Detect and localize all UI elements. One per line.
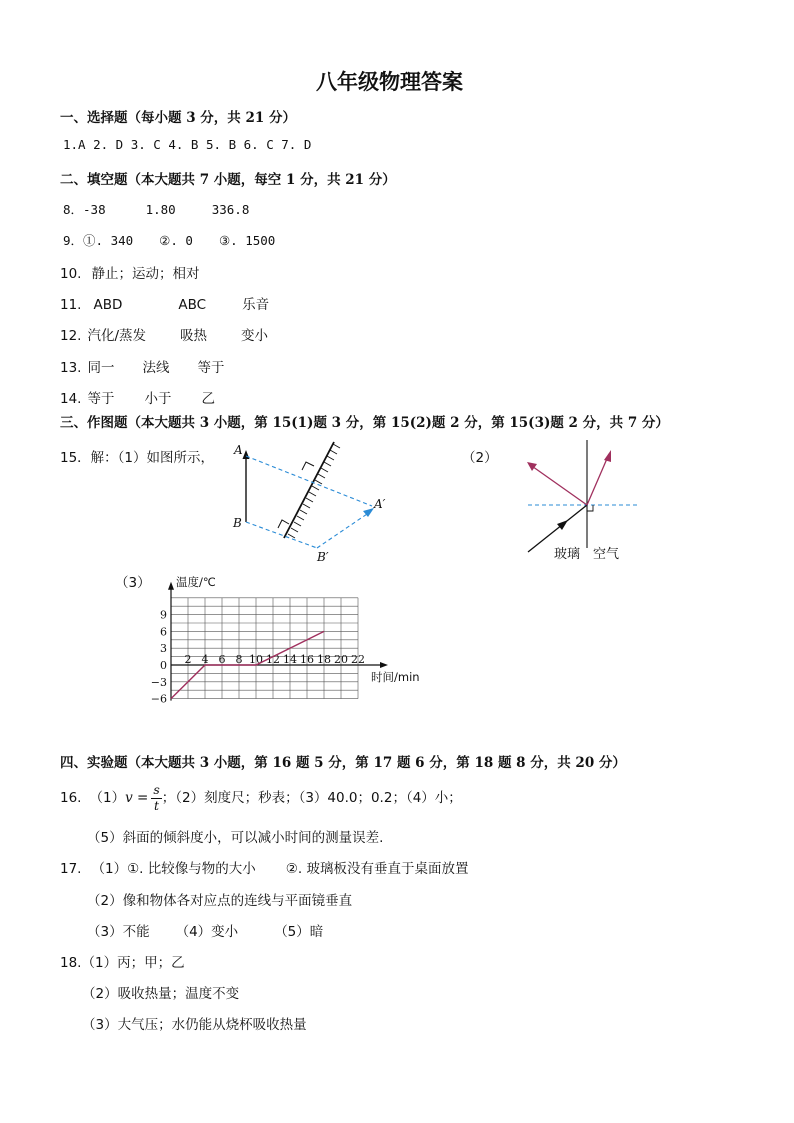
section-fill-heading: 二、填空题（本大题共 7 小题，每空 1 分，共 21 分） — [60, 172, 396, 188]
image-a2b2 — [317, 512, 370, 548]
q15-label: 15．解：（1）如图所示， — [60, 450, 215, 466]
y-tick-label: 3 — [160, 642, 167, 656]
q12-answer-1: 汽化/蒸发 — [87, 328, 147, 344]
dash-b-b2 — [246, 522, 317, 548]
q17-number: 17. — [60, 861, 82, 877]
chart-axes — [168, 582, 388, 701]
q14-number: 14. — [60, 391, 82, 407]
x-tick-label: 4 — [201, 653, 209, 666]
q18-line2: （2）吸收热量；温度不变 — [82, 986, 240, 1002]
q12-row — [60, 324, 268, 344]
y-tick-label: −6 — [150, 692, 167, 706]
q14-row — [60, 387, 215, 407]
q13-answer-2: 法线 — [142, 360, 170, 376]
x-axis-arrow — [380, 662, 388, 668]
label-a-prime: A′ — [374, 497, 386, 511]
x-tick-label: 14 — [283, 653, 297, 666]
y-tick-label: 0 — [160, 659, 167, 672]
q16-line1 — [60, 782, 462, 814]
q8-answer-2: 1.80 — [145, 202, 176, 217]
q14-answer-2: 小于 — [144, 391, 172, 407]
q12-answer-3: 变小 — [241, 328, 269, 344]
q9-number: 9． — [63, 233, 84, 248]
q18-line3: （3）大气压；水仍能从烧杯吸收热量 — [82, 1017, 307, 1033]
q10-row — [60, 262, 199, 282]
q11-answer-1: ABD — [93, 297, 123, 313]
q17-line3 — [87, 920, 323, 940]
q16-formula-v: v = — [125, 790, 149, 806]
section-experiment-heading: 四、实验题（本大题共 3 小题，第 16 题 5 分，第 17 题 6 分，第 18 题 8 分，共 20 分） — [60, 755, 626, 771]
x-tick-label: 16 — [300, 653, 314, 666]
q8-answer-3: 336.8 — [211, 202, 250, 217]
q14-answer-1: 等于 — [87, 391, 115, 407]
label-air: 空气 — [593, 547, 620, 562]
q16-rest: ；（2）刻度尺；秒表；（3）40.0；0.2；（4）小； — [161, 790, 462, 806]
q17-1b: ②. 玻璃板没有垂直于桌面放置 — [285, 861, 469, 877]
x-tick-label: 12 — [266, 653, 280, 666]
q16-part1: （1） — [89, 790, 126, 806]
q17-3: （3）不能 — [87, 924, 150, 940]
label-b-prime: B′ — [317, 550, 329, 564]
q15-part3-label: （3） — [115, 575, 151, 591]
mirror-hatch — [288, 444, 340, 538]
q9-answer-2: ②. 0 — [159, 233, 193, 248]
q9-row — [63, 231, 275, 249]
q9-answer-3: ③. 1500 — [218, 233, 276, 248]
q16-fraction — [151, 783, 161, 813]
q8-answer-1: -38 — [83, 202, 106, 217]
x-tick-label: 6 — [218, 653, 226, 666]
right-angle-bottom — [278, 520, 289, 528]
q11-answer-3: 乐音 — [242, 297, 270, 313]
section-drawing-heading: 三、作图题（本大题共 3 小题，第 15(1)题 3 分，第 15(2)题 2 分，第 15(3)题 2 分，共 7 分） — [60, 415, 669, 431]
q15-part2-label: （2） — [462, 450, 498, 466]
x-tick-label: 18 — [317, 653, 331, 666]
label-b: B — [233, 516, 242, 530]
reflected-arrowhead — [527, 462, 537, 471]
y-tick-label: 6 — [160, 625, 167, 639]
object-arrowhead — [243, 450, 250, 459]
q14-answer-3: 乙 — [201, 391, 215, 407]
label-glass: 玻璃 — [554, 547, 581, 562]
mirror-figure — [220, 436, 390, 570]
q17-4: （4）变小 — [175, 924, 239, 940]
temperature-chart — [148, 574, 438, 706]
q10-answer: 静止；运动；相对 — [91, 266, 200, 282]
q18-line1 — [60, 951, 185, 971]
chart-x-label: 时间/min — [371, 670, 420, 684]
q17-line2: （2）像和物体各对应点的连线与平面镜垂直 — [87, 893, 353, 909]
q13-row — [60, 356, 224, 376]
q9-answer-1: ①. 340 — [83, 233, 134, 248]
q11-row — [60, 293, 269, 313]
section-choice-heading: 一、选择题（每小题 3 分，共 21 分） — [60, 110, 296, 126]
q17-5: （5）暗 — [274, 924, 324, 940]
refraction-figure — [520, 440, 650, 565]
q17-1a: （1）①. 比较像与物的大小 — [91, 861, 256, 877]
choice-answers: 1.A 2. D 3. C 4. B 5. B 6. C 7. D — [63, 137, 312, 152]
q13-answer-3: 等于 — [197, 360, 225, 376]
q16-frac-num: s — [153, 782, 160, 798]
page-title: 八年级物理答案 — [316, 70, 463, 94]
q16-frac-den: t — [154, 797, 160, 813]
incident-ray — [528, 505, 587, 552]
right-angle-mark — [587, 505, 593, 511]
q11-number: 11. — [60, 297, 82, 313]
refracted-arrowhead — [604, 450, 611, 462]
q13-number: 13. — [60, 360, 82, 376]
q11-answer-2: ABC — [178, 297, 207, 313]
x-tick-label: 2 — [184, 653, 192, 666]
y-tick-label: −3 — [150, 675, 167, 689]
q12-number: 12. — [60, 328, 82, 344]
q13-answer-1: 同一 — [87, 360, 115, 376]
y-axis-arrow — [168, 582, 174, 590]
q18-number: 18. — [60, 955, 82, 971]
chart-y-label: 温度/℃ — [176, 575, 216, 589]
q16-number: 16. — [60, 790, 82, 806]
refracted-ray — [587, 454, 609, 505]
q10-number: 10. — [60, 266, 82, 282]
x-tick-label: 20 — [334, 653, 348, 666]
x-tick-label: 8 — [235, 653, 243, 666]
y-tick-label: 9 — [160, 608, 167, 622]
q16-line2: （5）斜面的倾斜度小，可以减小时间的测量误差. — [87, 830, 384, 846]
reflected-ray — [529, 464, 587, 505]
incident-arrowhead — [557, 520, 568, 530]
q8-row — [63, 200, 249, 218]
chart-grid — [171, 598, 358, 699]
label-a: A — [234, 443, 243, 457]
q12-answer-2: 吸热 — [180, 328, 208, 344]
mirror-line — [284, 442, 334, 538]
q8-number: 8． — [63, 202, 84, 217]
right-angle-top — [302, 462, 314, 470]
x-tick-label: 22 — [351, 653, 365, 666]
q18-1: （1）丙；甲；乙 — [81, 955, 185, 971]
x-tick-label: 10 — [249, 653, 263, 666]
q17-line1 — [60, 857, 468, 877]
